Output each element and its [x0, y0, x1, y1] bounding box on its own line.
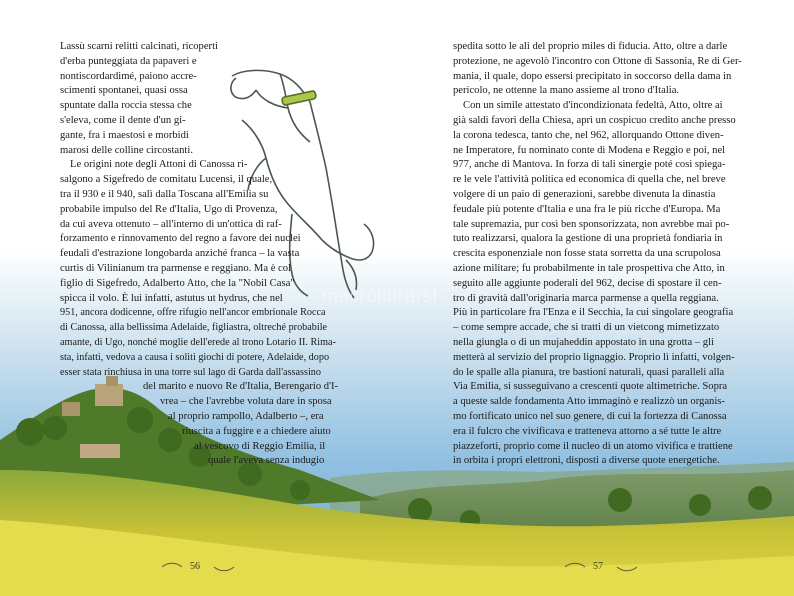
text-line: al proprio rampollo, Adalberto –, era	[168, 410, 324, 422]
page-number-right: 57	[593, 561, 603, 572]
text-line: nontiscordardimé, paiono accre-	[60, 70, 197, 82]
text-line: in orbita i propri elettroni, disposti a diverse quote energetiche.	[453, 455, 720, 467]
right-page-text	[453, 40, 778, 469]
text-line: – come sempre accade, che si tratti di un vietcong mimetizzato	[453, 322, 720, 334]
text-line: Le origini note degli Attoni di Canossa ri-	[70, 159, 248, 171]
text-line: Lassù scarni relitti calcinati, ricoperti	[60, 41, 218, 52]
text-line: al vescovo di Reggio Emilia, il	[194, 440, 326, 452]
text-line: a queste salde fondamenta Atto immaginò e realizzò un organis-	[453, 396, 725, 408]
text-line: s'eleva, come il dente d'un gi-	[60, 114, 186, 126]
text-line: scimenti spontanei, quasi ossa	[60, 85, 188, 97]
text-line: nella giungla o di un mujaheddin appostato in una grotta – gli	[453, 336, 714, 348]
left-page-text	[60, 40, 360, 469]
text-line: d'erba punteggiata da papaveri e	[60, 55, 197, 67]
text-line: esser stata rinchiusa in una torre sul lago di Garda dall'assassino	[60, 366, 321, 378]
ornament-icon	[212, 562, 236, 572]
text-line: spedita sotto le ali del proprio miles di fiducia. Atto, oltre a darle	[453, 41, 728, 52]
text-line: Più in particolare fra l'Enza e il Secchia, la cui singolare geografia	[453, 307, 734, 319]
text-line: volgere di un paio di generazioni, sarebbe divenuta la dinastia	[453, 188, 716, 200]
text-line: probabile impulso del Re d'Italia, Ugo di Provenza,	[60, 203, 278, 215]
text-line: crescita esponenziale non fosse stata sorretta da una scrupolosa	[453, 248, 721, 260]
text-line: tro di gravità dall'originaria marca parmense a quella reggiana.	[453, 292, 719, 304]
text-line: mo fortificato unico nel suo genere, di cui la fortezza di Canossa	[453, 410, 727, 422]
text-line: vrea – che l'avrebbe voluta dare in sposa	[160, 396, 332, 408]
text-line: feudali d'estrazione longobarda anziché franca – la vasta	[60, 248, 300, 260]
text-line: spuntate dalla roccia stessa che	[60, 100, 192, 112]
text-line: mania, il quale, dopo essersi precipitato in soccorso della dama in	[453, 70, 732, 82]
text-line: Con un simile attestato d'incondizionata fedeltà, Atto, oltre ai	[463, 100, 723, 112]
text-line: tuto realizzarsi, qualora la gestione di una proprietà fondiaria in	[453, 233, 723, 245]
text-line: protezione, ne agevolò l'incontro con Ottone di Sassonia, Re di Ger-	[453, 55, 742, 67]
text-line: re le vele l'attività politica ed economica di quella che, nel breve	[453, 174, 726, 186]
watermark: macrolibrarsi	[322, 286, 438, 307]
text-line: forzamento e rinnovamento del regno a favore dei nuclei	[60, 233, 301, 245]
text-line: 951, ancora dodicenne, offre rifugio nell'ancor embrionale Rocca	[60, 307, 326, 319]
text-line: riuscita a fuggire e a chiedere aiuto	[182, 425, 331, 437]
ornament-icon	[615, 562, 639, 572]
text-line: tale supremazia, pur così ben sponsorizzata, non avrebbe mai po-	[453, 218, 730, 230]
text-line: quale l'aveva senza indugio	[208, 455, 325, 467]
text-line: ne Imperatore, fu nominato conte di Modena e Reggio e poi, nel	[453, 144, 726, 156]
text-line: curtis di Vilinianum tra parmense e reggiano. Ma è col	[60, 262, 291, 274]
text-line: pericolo, ne ottenne la mano assieme al trono d'Italia.	[453, 85, 680, 97]
text-line: seguito alle aggiunte poderali del 962, decise di spostare il cen-	[453, 277, 722, 289]
text-line: già saldi favori della Chiesa, aprì un cospicuo credito anche presso	[453, 114, 736, 126]
text-line: di Canossa, alla bellissima Adelaide, figliastra, oltreché probabile	[60, 322, 328, 334]
text-line: marosi delle colline circostanti.	[60, 144, 193, 156]
text-line: sta, infatti, vedova a causa i soliti giochi di potere, Adelaide, dopo	[60, 351, 330, 363]
text-line: feudale più potente d'Italia e una fra le più ricche d'Europa. Ma	[453, 203, 721, 215]
text-line: 977, anche di Mantova. In forza di tali sinergie poté così spiega-	[453, 159, 726, 171]
text-line: tra il 930 e il 940, salì dalla Toscana all'Emilia su	[60, 188, 269, 200]
text-line: amante, di Ugo, nonché moglie dell'erede al trono Lotario II. Rima-	[60, 336, 336, 348]
text-line: Via Emilia, si susseguivano a crescenti quote altimetriche. Sopra	[453, 381, 728, 393]
text-line: del marito e nuovo Re d'Italia, Berengario d'I-	[143, 381, 339, 393]
text-line: azione militare; fu probabilmente in tale prospettiva che Atto, in	[453, 262, 725, 274]
text-line: spicca il volo. È lui infatti, astutus ut hydrus, che nel	[60, 292, 283, 304]
text-line: piazzeforti, proprio come il nucleo di un atomo vivifica e trattiene	[453, 440, 733, 452]
text-line: salgono a Sigefredo de comitatu Lucensi, il quale,	[60, 174, 273, 186]
text-line: la corona tedesca, tanto che, nel 962, allorquando Ottone diven-	[453, 129, 724, 141]
text-line: metterà al servizio del proprio lignaggio. Proprio lì infatti, volgen-	[453, 351, 735, 363]
text-line: era il fulcro che vivificava e tratteneva attorno a sé tutte le altre	[453, 425, 722, 437]
page-number-left: 56	[190, 561, 200, 572]
text-line: do le spalle alla pianura, tre bastioni naturali, quasi paralleli alla	[453, 366, 725, 378]
text-line: da cui aveva ottenuto – all'interno di un'ottica di raf-	[60, 218, 282, 230]
text-line: figlio di Sigefredo, Adalberto Atto, che la "Nobil Casa"	[60, 277, 295, 289]
text-line: gante, fra i maestosi e morbidi	[60, 129, 189, 141]
